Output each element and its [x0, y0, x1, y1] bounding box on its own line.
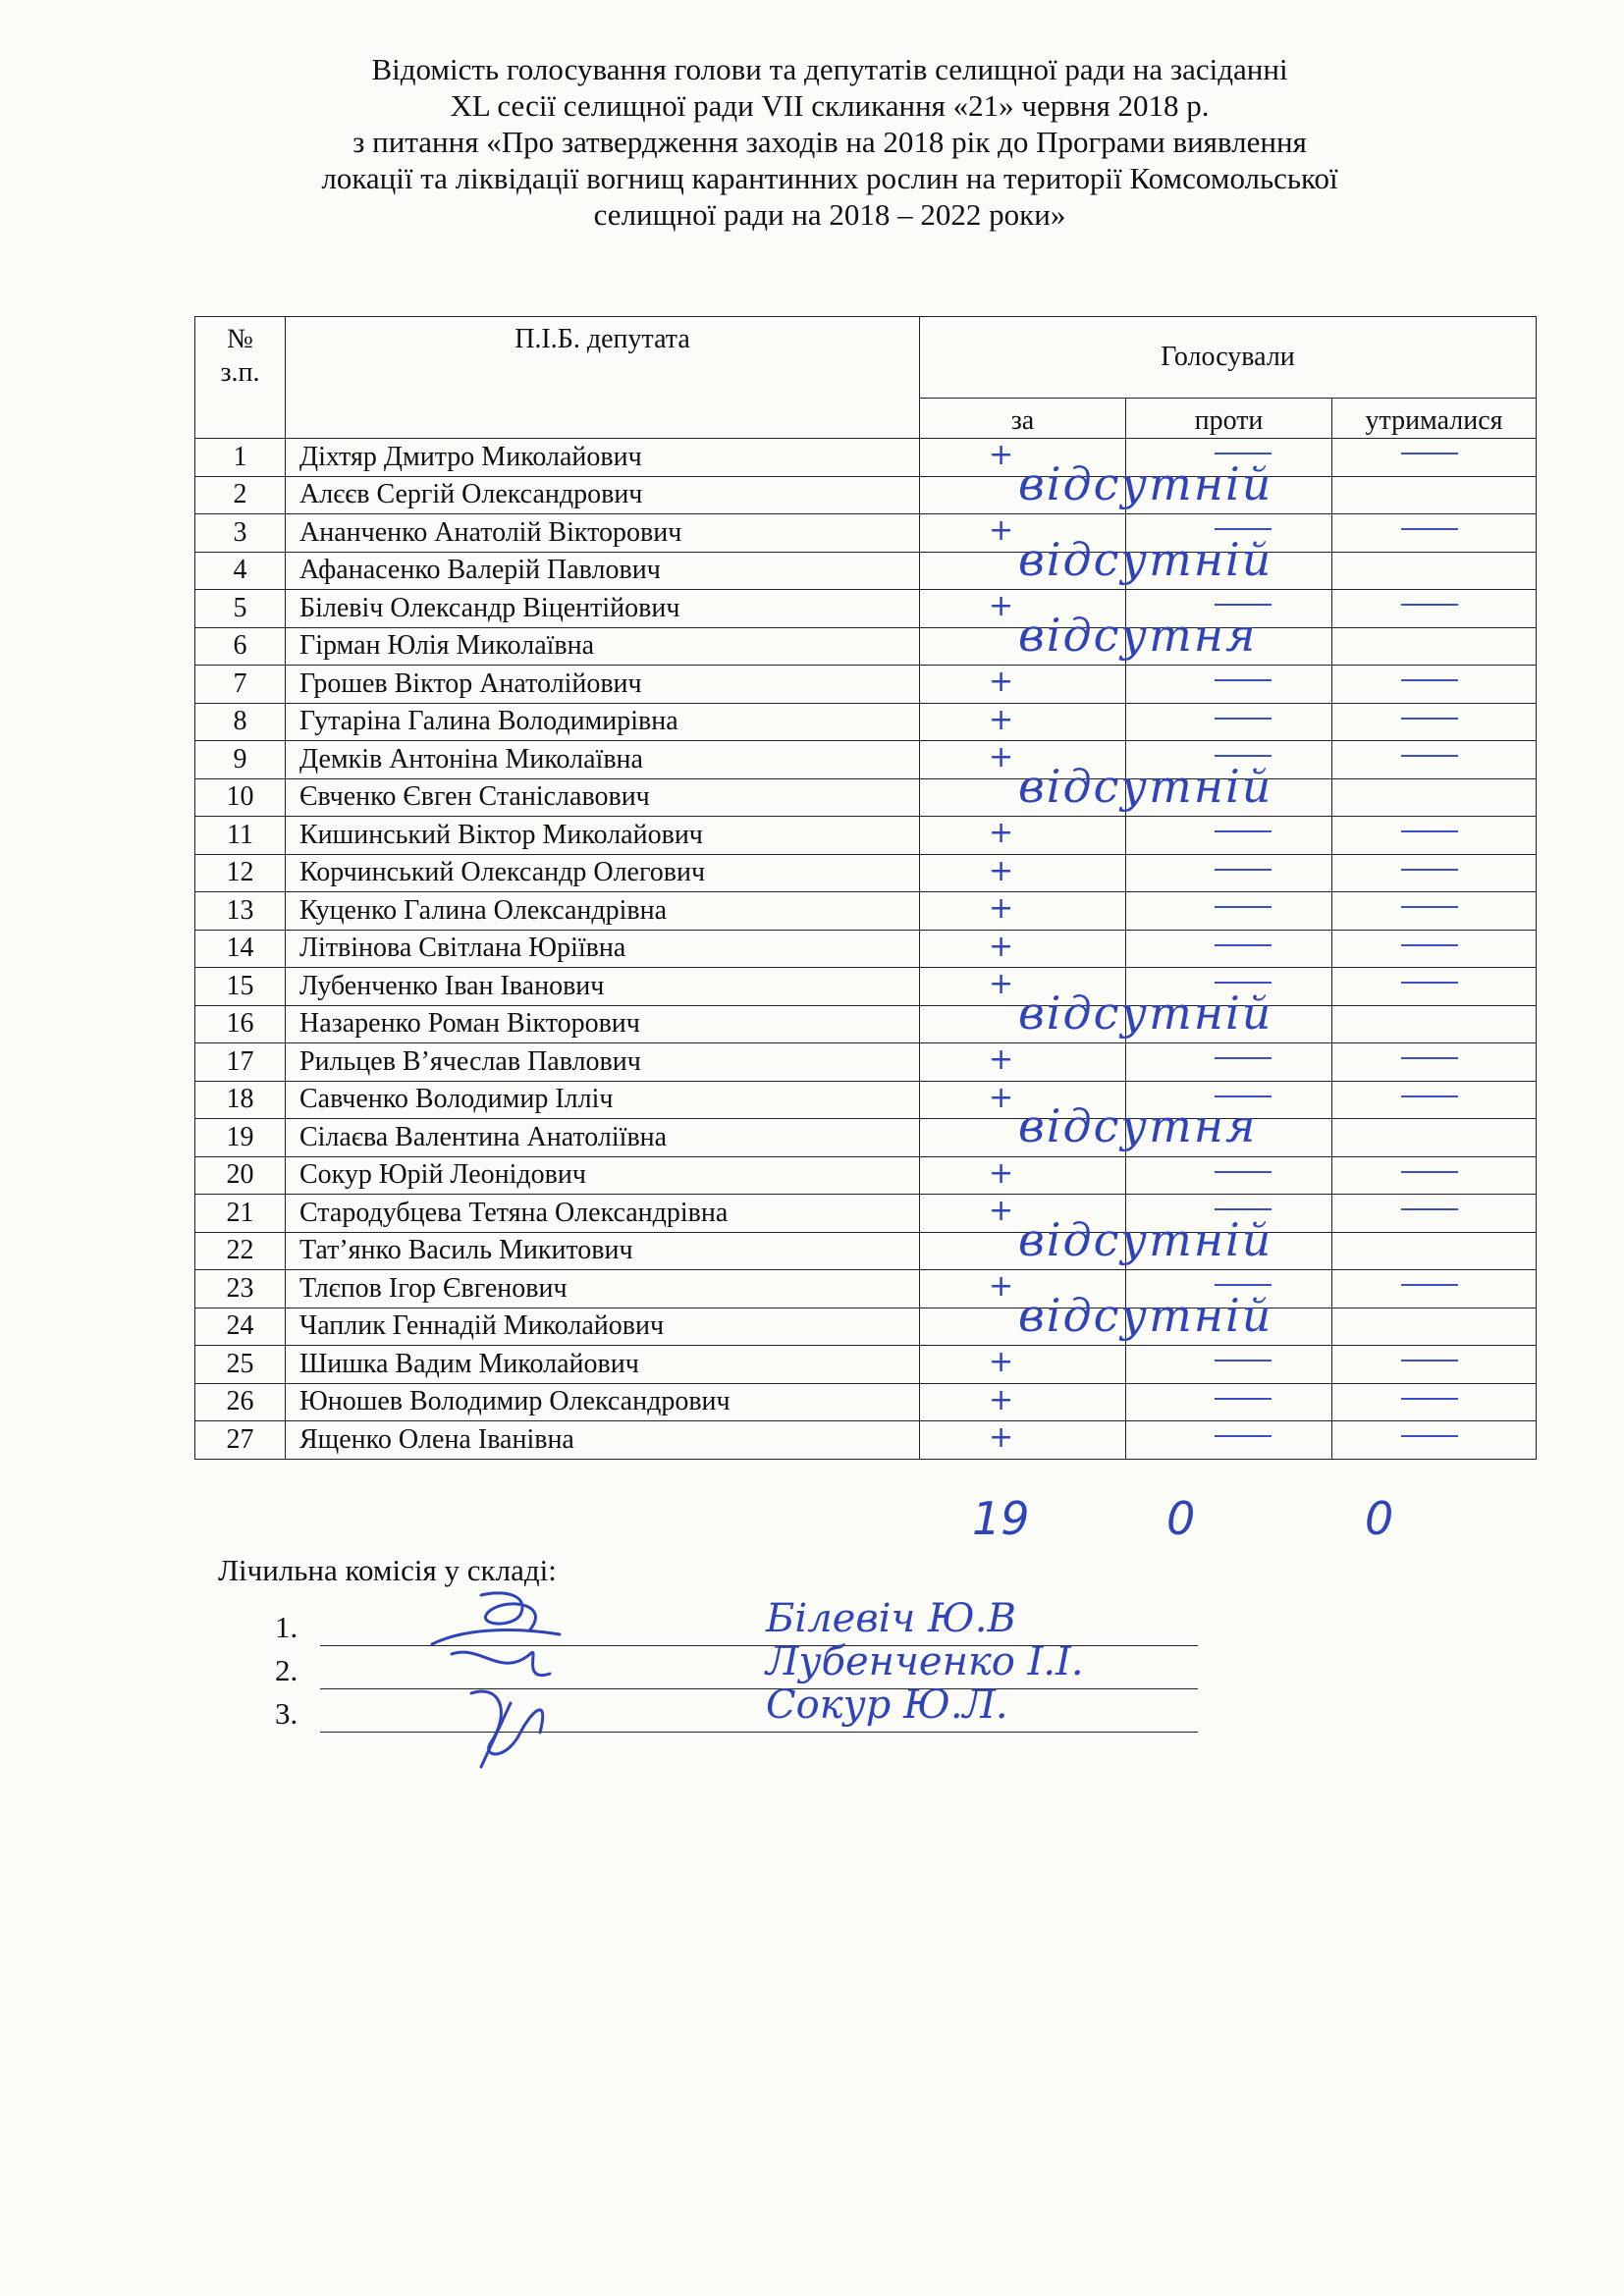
deputy-name: Лубенченко Іван Іванович — [286, 968, 920, 1006]
vote-plus-mark: + — [989, 438, 1014, 472]
absent-handwritten-mark: відсутня — [1018, 1099, 1258, 1152]
vote-dash-mark — [1401, 1208, 1458, 1210]
vote-against-cell — [1018, 986, 1332, 1043]
vote-dash-mark — [1215, 453, 1272, 454]
absent-handwritten-mark: відсутній — [1018, 532, 1273, 586]
absent-handwritten-mark: відсутній — [1018, 986, 1273, 1040]
deputy-name: Юношев Володимир Олександрович — [286, 1383, 920, 1421]
row-number: 18 — [195, 1081, 286, 1119]
row-number: 6 — [195, 627, 286, 666]
deputy-name: Білевіч Олександр Віцентійович — [286, 590, 920, 628]
vote-against-cell — [1018, 1212, 1332, 1270]
header-num-symbol: № — [227, 324, 253, 354]
vote-against-cell — [1126, 854, 1332, 892]
vote-abstained-cell — [1332, 741, 1537, 779]
table-row — [195, 627, 1537, 666]
table-row — [195, 1346, 1537, 1384]
row-number: 20 — [195, 1156, 286, 1195]
header-abstained: утрималися — [1332, 399, 1537, 439]
vote-plus-mark: + — [989, 665, 1014, 699]
vote-dash-mark — [1401, 982, 1458, 984]
vote-abstained-cell — [1332, 1119, 1537, 1157]
row-number: 5 — [195, 590, 286, 628]
row-number: 21 — [195, 1195, 286, 1233]
vote-abstained-cell — [1332, 1270, 1537, 1308]
vote-abstained-cell — [1332, 1383, 1537, 1421]
header-voted: Голосували — [920, 317, 1537, 399]
title-line-3: з питання «Про затвердження заходів на 2018 рік до Програми виявлення — [352, 125, 1307, 159]
deputy-name: Демків Антоніна Миколаївна — [286, 741, 920, 779]
vote-against-cell — [1126, 666, 1332, 704]
table-row — [195, 1081, 1537, 1119]
vote-abstained-cell — [1332, 439, 1537, 477]
deputy-name: Грошев Віктор Анатолійович — [286, 666, 920, 704]
row-number: 13 — [195, 892, 286, 931]
title-line-1: Відомість голосування голови та депутатів селищної ради на засіданні — [371, 52, 1288, 86]
row-number: 4 — [195, 552, 286, 590]
table-row — [195, 552, 1537, 590]
row-number: 23 — [195, 1270, 286, 1308]
row-number: 26 — [195, 1383, 286, 1421]
deputy-name: Гутаріна Галина Володимирівна — [286, 703, 920, 741]
vote-against-cell — [1018, 759, 1332, 817]
vote-dash-mark — [1215, 982, 1272, 984]
header-for: за — [920, 399, 1126, 439]
vote-abstained-cell — [1332, 854, 1537, 892]
vote-plus-mark: + — [989, 1345, 1014, 1379]
vote-against-cell — [1126, 930, 1332, 968]
absent-handwritten-mark: відсутня — [1018, 608, 1258, 662]
header-name: П.І.Б. депутата — [286, 317, 920, 439]
total-for: 19 — [972, 1492, 1030, 1545]
vote-abstained-cell — [1332, 817, 1537, 855]
absent-handwritten-mark: відсутній — [1018, 456, 1273, 510]
vote-dash-mark — [1215, 528, 1272, 530]
header-against: проти — [1126, 399, 1332, 439]
vote-for-cell — [920, 1346, 1126, 1384]
vote-dash-mark — [1215, 830, 1272, 832]
deputy-name: Гірман Юлія Миколаївна — [286, 627, 920, 666]
vote-against-cell — [1018, 1099, 1332, 1157]
vote-plus-mark: + — [989, 967, 1014, 1001]
row-number: 2 — [195, 476, 286, 514]
row-number: 1 — [195, 439, 286, 477]
vote-plus-mark: + — [989, 1155, 1014, 1191]
member-number: 1. — [275, 1610, 298, 1644]
vote-dash-mark — [1215, 1095, 1272, 1097]
deputy-name: Ященко Олена Іванівна — [286, 1421, 920, 1460]
vote-dash-mark — [1401, 830, 1458, 832]
table-row — [195, 817, 1537, 855]
vote-plus-mark: + — [989, 853, 1014, 888]
vote-abstained-cell — [1332, 1156, 1537, 1195]
vote-plus-mark: + — [989, 1080, 1014, 1115]
member-number: 2. — [275, 1653, 298, 1687]
vote-abstained-cell — [1332, 1195, 1537, 1233]
deputy-name: Шишка Вадим Миколайович — [286, 1346, 920, 1384]
vote-abstained-cell — [1332, 627, 1537, 666]
absent-handwritten-mark: відсутній — [1018, 759, 1273, 813]
row-number: 19 — [195, 1119, 286, 1157]
vote-abstained-cell — [1332, 1081, 1537, 1119]
vote-for-cell — [920, 1043, 1126, 1082]
deputy-name: Савченко Володимир Ілліч — [286, 1081, 920, 1119]
row-number: 17 — [195, 1043, 286, 1082]
title-line-2: XL сесії селищної ради VII скликання «21» червня 2018 р. — [450, 88, 1210, 123]
vote-dash-mark — [1215, 604, 1272, 606]
vote-dash-mark — [1401, 755, 1458, 757]
row-number: 7 — [195, 666, 286, 704]
vote-plus-mark: + — [989, 702, 1014, 737]
deputy-name: Кишинський Віктор Миколайович — [286, 817, 920, 855]
member-number: 3. — [275, 1696, 298, 1731]
vote-dash-mark — [1215, 1435, 1272, 1437]
deputy-name: Алєєв Сергій Олександрович — [286, 476, 920, 514]
vote-for-cell — [920, 1383, 1126, 1421]
vote-dash-mark — [1401, 453, 1458, 454]
vote-for-cell — [920, 703, 1126, 741]
vote-abstained-cell — [1332, 552, 1537, 590]
vote-against-cell — [1018, 608, 1332, 666]
vote-for-cell — [920, 817, 1126, 855]
row-number: 22 — [195, 1232, 286, 1270]
title-line-5: селищної ради на 2018 – 2022 роки» — [593, 197, 1066, 232]
vote-dash-mark — [1401, 1284, 1458, 1286]
vote-dash-mark — [1401, 1435, 1458, 1437]
vote-for-cell — [920, 930, 1126, 968]
deputy-name: Сілаєва Валентина Анатоліївна — [286, 1119, 920, 1157]
vote-against-cell — [1126, 892, 1332, 931]
vote-dash-mark — [1215, 755, 1272, 757]
vote-against-cell — [1126, 817, 1332, 855]
table-row — [195, 1232, 1537, 1270]
document-title — [196, 51, 1463, 233]
vote-for-cell — [920, 854, 1126, 892]
deputy-name: Ананченко Анатолій Вікторович — [286, 514, 920, 553]
deputy-name: Чаплик Геннадій Миколайович — [286, 1308, 920, 1346]
table-row — [195, 666, 1537, 704]
deputy-name: Корчинський Олександр Олегович — [286, 854, 920, 892]
vote-abstained-cell — [1332, 1232, 1537, 1270]
vote-dash-mark — [1215, 1360, 1272, 1362]
vote-plus-mark: + — [989, 1269, 1014, 1304]
row-number: 15 — [195, 968, 286, 1006]
vote-for-cell — [920, 1421, 1126, 1460]
member-name: Лубенченко І.І. — [766, 1639, 1084, 1684]
vote-for-cell — [920, 666, 1126, 704]
table-row — [195, 1308, 1537, 1346]
vote-abstained-cell — [1332, 666, 1537, 704]
absent-handwritten-mark: відсутній — [1018, 1212, 1273, 1266]
vote-abstained-cell — [1332, 514, 1537, 553]
vote-abstained-cell — [1332, 1346, 1537, 1384]
vote-abstained-cell — [1332, 968, 1537, 1006]
row-number: 9 — [195, 741, 286, 779]
vote-against-cell — [1126, 1383, 1332, 1421]
vote-dash-mark — [1215, 1284, 1272, 1286]
table-row — [195, 1195, 1537, 1233]
table-row — [195, 1270, 1537, 1308]
row-number: 10 — [195, 778, 286, 817]
vote-plus-mark: + — [989, 929, 1014, 964]
vote-for-cell — [920, 1156, 1126, 1195]
table-row — [195, 778, 1537, 817]
vote-plus-mark: + — [989, 1382, 1014, 1417]
vote-against-cell — [1126, 1346, 1332, 1384]
vote-dash-mark — [1215, 944, 1272, 946]
vote-plus-mark: + — [989, 816, 1014, 850]
vote-plus-mark: + — [989, 589, 1014, 623]
table-row — [195, 1005, 1537, 1043]
vote-dash-mark — [1401, 679, 1458, 681]
deputy-name: Літвінова Світлана Юріївна — [286, 930, 920, 968]
vote-dash-mark — [1401, 944, 1458, 946]
absent-handwritten-mark: відсутній — [1018, 1288, 1273, 1342]
table-row — [195, 514, 1537, 553]
vote-dash-mark — [1401, 1398, 1458, 1400]
vote-plus-mark: + — [989, 891, 1014, 926]
vote-dash-mark — [1215, 679, 1272, 681]
vote-abstained-cell — [1332, 930, 1537, 968]
header-num-abbr: з.п. — [220, 357, 260, 388]
table-row — [195, 476, 1537, 514]
table-row — [195, 930, 1537, 968]
vote-dash-mark — [1401, 1095, 1458, 1097]
row-number: 11 — [195, 817, 286, 855]
vote-against-cell — [1126, 1043, 1332, 1082]
table-row — [195, 703, 1537, 741]
vote-plus-mark: + — [989, 513, 1014, 548]
deputy-name: Рильцев В’ячеслав Павлович — [286, 1043, 920, 1082]
vote-abstained-cell — [1332, 1005, 1537, 1043]
deputy-name: Тат’янко Василь Микитович — [286, 1232, 920, 1270]
header-num — [195, 317, 286, 439]
deputy-name: Назаренко Роман Вікторович — [286, 1005, 920, 1043]
table-row — [195, 1421, 1537, 1460]
row-number: 25 — [195, 1346, 286, 1384]
row-number: 14 — [195, 930, 286, 968]
member-name: Білевіч Ю.В — [766, 1596, 1016, 1641]
vote-dash-mark — [1401, 1171, 1458, 1173]
vote-against-cell — [1018, 456, 1332, 514]
vote-abstained-cell — [1332, 1421, 1537, 1460]
member-name: Сокур Ю.Л. — [766, 1682, 1008, 1728]
vote-abstained-cell — [1332, 476, 1537, 514]
vote-dash-mark — [1401, 1057, 1458, 1059]
deputy-name: Афанасенко Валерій Павлович — [286, 552, 920, 590]
deputy-name: Стародубцева Тетяна Олександрівна — [286, 1195, 920, 1233]
deputy-name: Куценко Галина Олександрівна — [286, 892, 920, 931]
vote-plus-mark: + — [989, 1042, 1014, 1077]
vote-dash-mark — [1401, 1360, 1458, 1362]
total-abstained: 0 — [1365, 1492, 1394, 1545]
vote-dash-mark — [1401, 528, 1458, 530]
vote-for-cell — [920, 892, 1126, 931]
vote-dash-mark — [1401, 869, 1458, 871]
vote-dash-mark — [1401, 718, 1458, 720]
vote-against-cell — [1126, 703, 1332, 741]
table-row — [195, 1156, 1537, 1195]
vote-dash-mark — [1401, 604, 1458, 606]
row-number: 12 — [195, 854, 286, 892]
vote-dash-mark — [1215, 1208, 1272, 1210]
table-row — [195, 892, 1537, 931]
vote-plus-mark: + — [989, 740, 1014, 774]
title-line-4: локації та ліквідації вогнищ карантинних рослин на території Комсомольської — [321, 161, 1338, 195]
vote-dash-mark — [1215, 906, 1272, 908]
row-number: 8 — [195, 703, 286, 741]
vote-dash-mark — [1215, 1057, 1272, 1059]
table-row — [195, 1383, 1537, 1421]
deputy-name: Тлєпов Ігор Євгенович — [286, 1270, 920, 1308]
row-number: 3 — [195, 514, 286, 553]
vote-dash-mark — [1401, 906, 1458, 908]
vote-against-cell — [1018, 532, 1332, 590]
vote-dash-mark — [1215, 869, 1272, 871]
vote-dash-mark — [1215, 1171, 1272, 1173]
vote-plus-mark: + — [989, 1194, 1014, 1228]
vote-plus-mark: + — [989, 1420, 1014, 1455]
table-row — [195, 741, 1537, 779]
table-row — [195, 968, 1537, 1006]
row-number: 16 — [195, 1005, 286, 1043]
table-row — [195, 439, 1537, 477]
vote-abstained-cell — [1332, 703, 1537, 741]
vote-against-cell — [1126, 1421, 1332, 1460]
deputy-name: Діхтяр Дмитро Миколайович — [286, 439, 920, 477]
table-row — [195, 590, 1537, 628]
row-number: 24 — [195, 1308, 286, 1346]
deputy-name: Сокур Юрій Леонідович — [286, 1156, 920, 1195]
vote-dash-mark — [1215, 1398, 1272, 1400]
vote-abstained-cell — [1332, 892, 1537, 931]
signature-scribbles — [412, 1585, 628, 1772]
vote-dash-mark — [1215, 718, 1272, 720]
vote-against-cell — [1126, 1156, 1332, 1195]
commission-label: Лічильна комісія у складі: — [218, 1553, 557, 1587]
voting-table — [194, 316, 1537, 1460]
table-row — [195, 1119, 1537, 1157]
vote-against-cell — [1018, 1288, 1332, 1346]
table-row — [195, 1043, 1537, 1082]
table-body — [195, 439, 1537, 1460]
vote-abstained-cell — [1332, 778, 1537, 817]
row-number: 27 — [195, 1421, 286, 1460]
vote-abstained-cell — [1332, 1308, 1537, 1346]
vote-abstained-cell — [1332, 1043, 1537, 1082]
table-header-row — [195, 317, 1537, 399]
deputy-name: Євченко Євген Станіславович — [286, 778, 920, 817]
vote-abstained-cell — [1332, 590, 1537, 628]
table-row — [195, 854, 1537, 892]
total-against: 0 — [1166, 1492, 1196, 1545]
